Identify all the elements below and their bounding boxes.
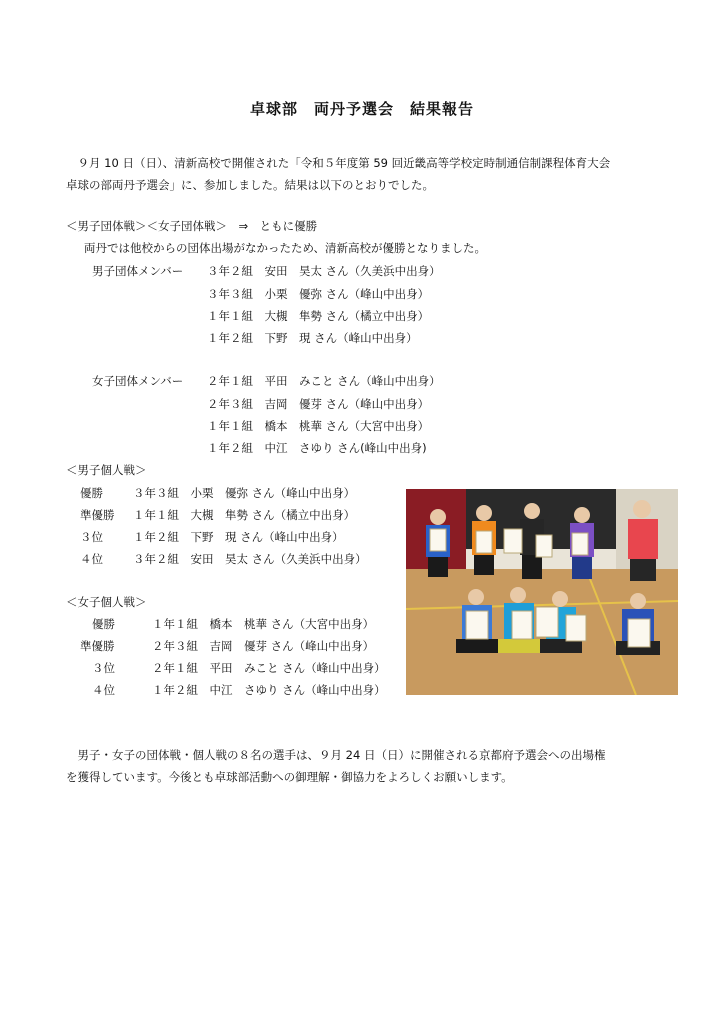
team-photo (406, 489, 678, 695)
girls-individual-rank: ４位 (92, 683, 115, 697)
girls-team-member: ２年３組 吉岡 優芽 さん（峰山中出身） (207, 397, 430, 411)
girls-individual-rank: 優勝 (92, 617, 115, 631)
girls-individual-member: １年２組 中江 さゆり さん（峰山中出身） (152, 683, 386, 697)
girls-individual-rank: ３位 (92, 661, 115, 675)
intro-paragraph (66, 152, 676, 196)
team-note: 両丹では他校からの団体出場がなかったため、清新高校が優勝となりました。 (84, 241, 487, 255)
boys-individual-member: １年２組 下野 現 さん（峰山中出身） (133, 530, 344, 544)
boys-individual-rank: ３位 (80, 530, 103, 544)
intro-line: ９月 10 日（日）、清新高校で開催された「令和５年度第 59 回近畿高等学校定時制通信制課程体育大会 (66, 156, 611, 170)
boys-individual-member: ３年２組 安田 昊太 さん（久美浜中出身） (133, 552, 367, 566)
boys-team-member: ３年３組 小栗 優弥 さん（峰山中出身） (207, 287, 430, 301)
closing-line: を獲得しています。今後とも卓球部活動への御理解・御協力をよろしくお願いします。 (66, 770, 513, 784)
girls-team-member: １年２組 中江 さゆり さん(峰山中出身) (207, 441, 427, 455)
boys-team-member: ３年２組 安田 昊太 さん（久美浜中出身） (207, 264, 441, 278)
girls-team-member: １年１組 橋本 桃華 さん（大宮中出身） (207, 419, 430, 433)
closing-paragraph (66, 744, 676, 788)
girls-individual-heading: ＜女子個人戦＞ (66, 595, 147, 609)
boys-individual-member: １年１組 大槻 隼勢 さん（橘立中出身） (133, 508, 356, 522)
boys-individual-rank: ４位 (80, 552, 103, 566)
boys-individual-rank: 優勝 (80, 486, 103, 500)
boys-team-label: 男子団体メンバー (92, 264, 184, 278)
girls-individual-member: １年１組 橋本 桃華 さん（大宮中出身） (152, 617, 375, 631)
boys-team-member: １年２組 下野 現 さん（峰山中出身） (207, 331, 418, 345)
boys-team-member: １年１組 大槻 隼勢 さん（橘立中出身） (207, 309, 430, 323)
page-title: 卓球部 両丹予選会 結果報告 (249, 100, 474, 118)
intro-line: 卓球の部両丹予選会」に、参加しました。結果は以下のとおりでした。 (66, 178, 434, 192)
girls-individual-member: ２年３組 吉岡 優芽 さん（峰山中出身） (152, 639, 375, 653)
closing-line: 男子・女子の団体戦・個人戦の８名の選手は、９月 24 日（日）に開催される京都府予選会への出場権 (66, 748, 606, 762)
girls-individual-member: ２年１組 平田 みこと さん（峰山中出身） (152, 661, 386, 675)
girls-individual-rank: 準優勝 (80, 639, 115, 653)
boys-individual-member: ３年３組 小栗 優弥 さん（峰山中出身） (133, 486, 356, 500)
girls-team-label: 女子団体メンバー (92, 374, 184, 388)
boys-individual-rank: 準優勝 (80, 508, 115, 522)
boys-individual-heading: ＜男子個人戦＞ (66, 463, 147, 477)
team-heading: ＜男子団体戦＞＜女子団体戦＞ ⇒ ともに優勝 (66, 219, 318, 233)
girls-team-member: ２年１組 平田 みこと さん（峰山中出身） (207, 374, 441, 388)
